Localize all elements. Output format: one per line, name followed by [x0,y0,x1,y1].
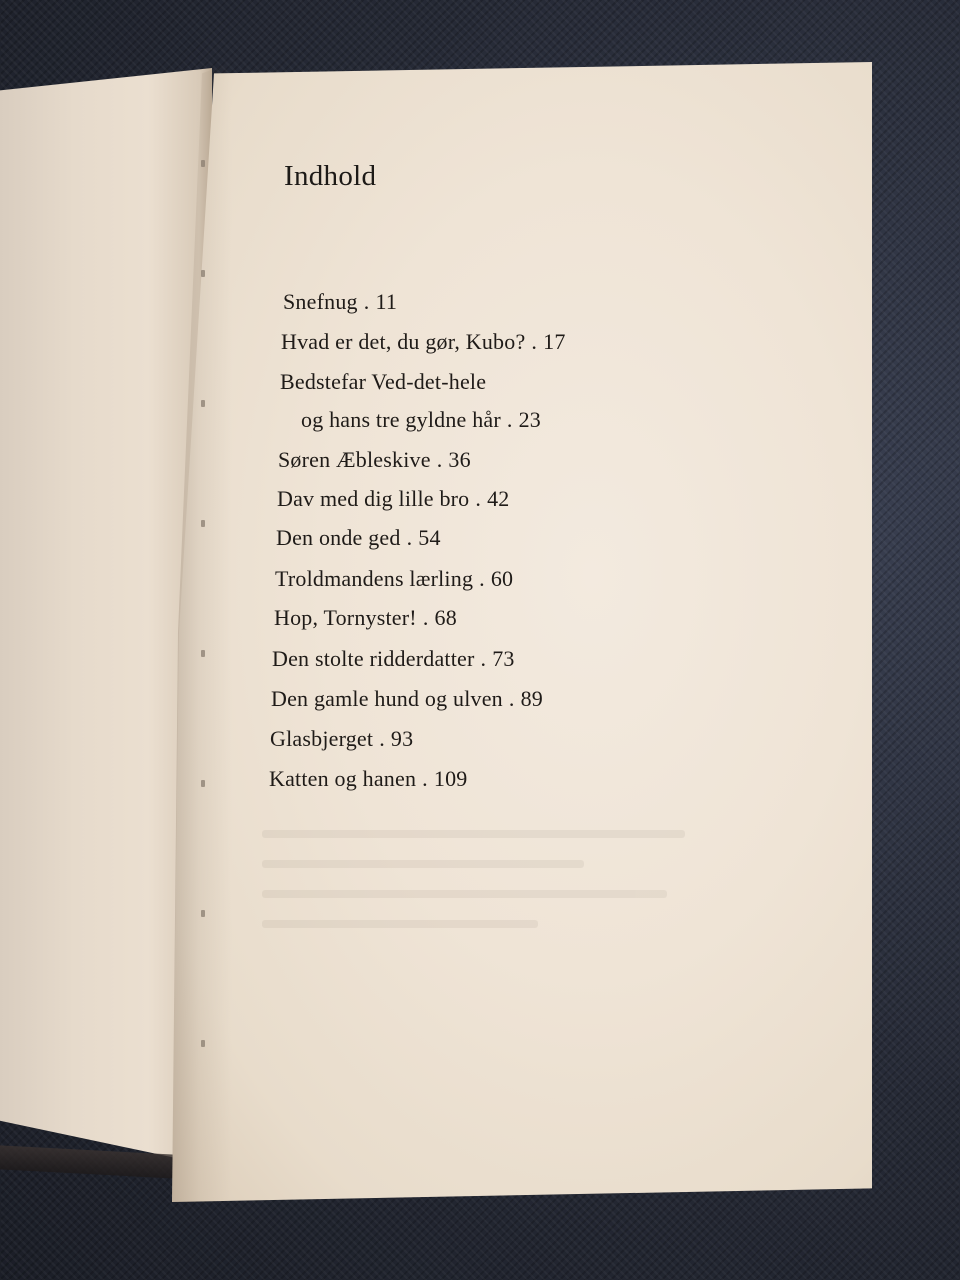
toc-entry [269,766,467,792]
show-through-print [262,830,722,950]
toc-entry [280,369,486,395]
entry-title: Den onde ged [276,525,401,550]
entry-page-number: 17 [543,329,566,354]
entry-separator: . [479,566,485,591]
entry-page-number: 60 [490,566,514,591]
entry-separator: . [475,486,482,511]
entry-title: Bedstefar Ved-det-hele [280,369,487,394]
entry-separator: . [436,447,443,472]
entry-page-number: 36 [448,447,471,472]
toc-entry-continuation [301,407,541,433]
entry-separator: . [422,605,429,630]
entry-title: Dav med dig lille bro [277,486,470,511]
entry-separator: . [363,289,370,314]
toc-entry [278,447,471,473]
entry-page-number: 54 [418,525,441,550]
entry-separator: . [379,726,385,751]
entry-page-number: 42 [487,486,510,511]
entry-separator: . [422,766,428,791]
toc-entry [277,486,510,512]
entry-page-number: 109 [433,766,468,791]
entry-separator: . [406,525,413,550]
toc-entry [283,289,397,315]
entry-separator: . [508,686,515,711]
toc-entry [274,605,457,631]
toc-entry [276,525,441,551]
entry-title: Den gamle hund og ulven [271,686,503,711]
entry-title: Søren Æbleskive [278,447,431,472]
entry-title: Hop, Tornyster! [274,605,417,630]
entry-page-number: 68 [434,605,457,630]
toc-entry [275,566,513,592]
spine-stitching [196,140,212,1100]
entry-separator: . [531,329,538,354]
toc-entry [281,329,566,355]
entry-page-number: 73 [492,646,515,671]
entry-title: Hvad er det, du gør, Kubo? [281,329,526,354]
entry-page-number: 11 [375,289,398,314]
toc-entry [272,646,515,672]
toc-entry [270,726,413,752]
entry-page-number: 23 [518,407,542,432]
entry-title: Troldmandens lærling [275,566,474,591]
entry-title: Katten og hanen [269,766,417,791]
right-book-page [172,62,872,1202]
page-title: Indhold [284,160,377,192]
entry-title: Snefnug [283,289,358,314]
toc-entry [271,686,543,712]
entry-title: Den stolte ridderdatter [272,646,475,671]
entry-title: Glasbjerget [270,726,374,751]
entry-separator: . [506,407,513,432]
entry-title: og hans tre gyldne hår [301,407,501,432]
entry-page-number: 93 [390,726,414,751]
entry-page-number: 89 [520,686,543,711]
entry-separator: . [480,646,487,671]
